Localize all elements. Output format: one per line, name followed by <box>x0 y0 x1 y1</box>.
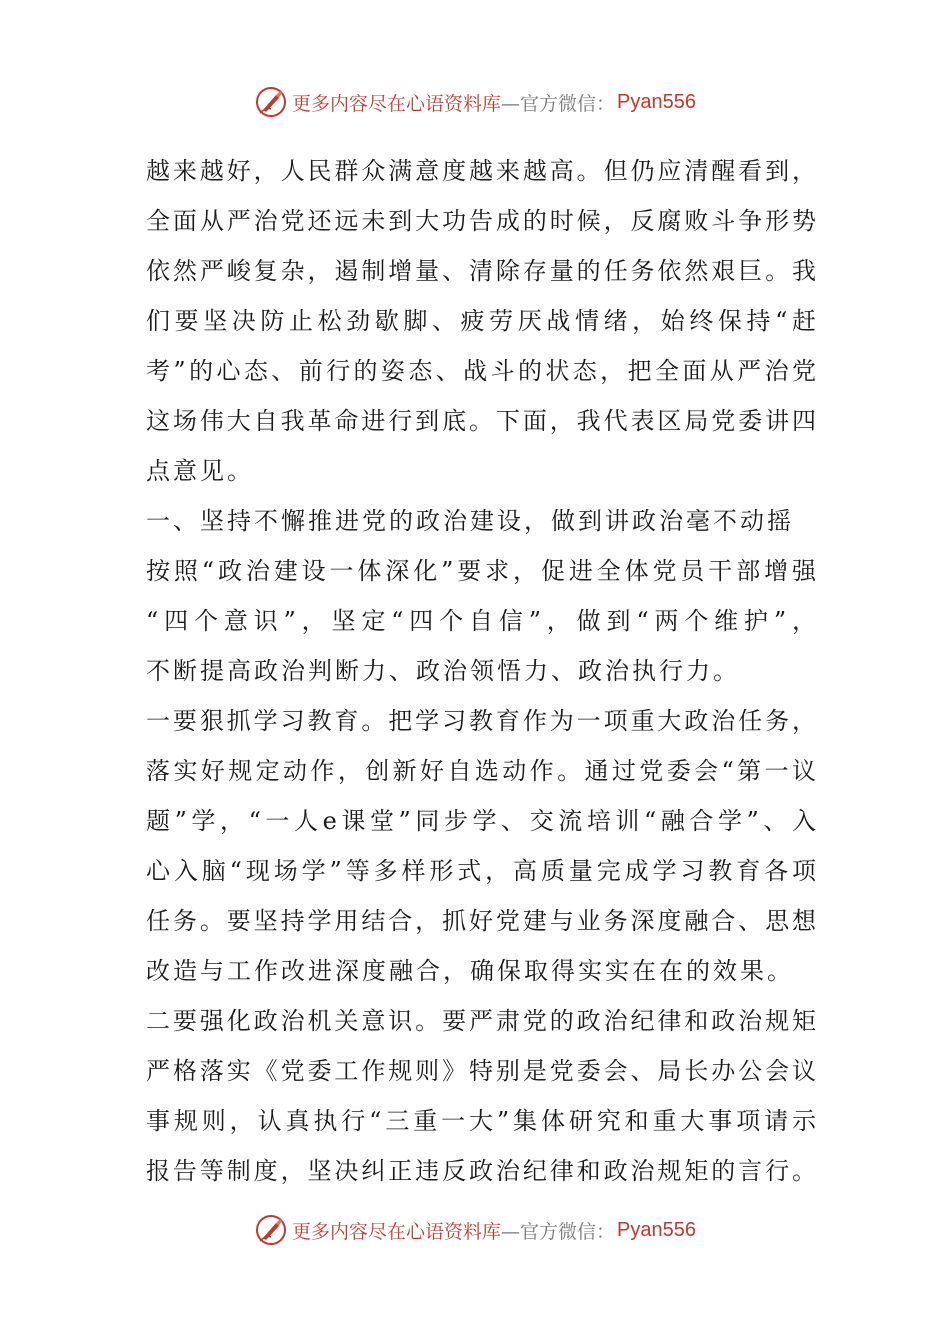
text-line: 严格落实《党委工作规则》特别是党委会、局长办公会议 <box>146 1057 816 1085</box>
text-line: 点意见。 <box>146 457 254 485</box>
text-line: 报告等制度，坚决纠正违反政治纪律和政治规矩的言行。 <box>146 1157 816 1185</box>
text-line: 落实好规定动作，创新好自选动作。通过党委会“第一议 <box>146 757 816 785</box>
text-line: 任务。要坚持学用结合，抓好党建与业务深度融合、思想 <box>146 907 816 935</box>
section-heading: 一、坚持不懈推进党的政治建设，做到讲政治毫不动摇 <box>146 507 794 535</box>
banner-wechat-id: Pyan556 <box>617 1218 696 1241</box>
text-line: 题”学，“一人e课堂”同步学、交流培训“融合学”、入 <box>146 807 816 835</box>
text-line: 二要强化政治机关意识。要严肃党的政治纪律和政治规矩 <box>146 1007 816 1035</box>
text-line: 这场伟大自我革命进行到底。下面，我代表区局党委讲四 <box>146 407 816 435</box>
text-line: 越来越好，人民群众满意度越来越高。但仍应清醒看到， <box>146 157 816 185</box>
text-line: 一要狠抓学习教育。把学习教育作为一项重大政治任务， <box>146 707 816 735</box>
text-line: “四个意识”，坚定“四个自信”，做到“两个维护”， <box>146 607 816 635</box>
text-line: 全面从严治党还远未到大功告成的时候，反腐败斗争形势 <box>146 207 816 235</box>
text-line: 考”的心态、前行的姿态、战斗的状态，把全面从严治党 <box>146 357 816 385</box>
text-line: 们要坚决防止松劲歇脚、疲劳厌战情绪，始终保持“赶 <box>146 307 816 335</box>
banner-wechat-label: —官方微信： <box>501 1220 616 1243</box>
banner-site-text: 更多内容尽在心语资料库 <box>292 92 502 115</box>
text-line: 按照“政治建设一体深化”要求，促进全体党员干部增强 <box>146 557 816 585</box>
header-watermark-banner <box>0 80 950 124</box>
footer-watermark-banner <box>0 1208 950 1252</box>
text-line: 改造与工作改进深度融合，确保取得实实在在的效果。 <box>146 957 794 985</box>
text-line: 依然严峻复杂，遏制增量、清除存量的任务依然艰巨。我 <box>146 257 816 285</box>
banner-site-text: 更多内容尽在心语资料库 <box>292 1220 502 1243</box>
banner-wechat-id: Pyan556 <box>617 90 696 113</box>
text-line: 事规则，认真执行“三重一大”集体研究和重大事项请示 <box>146 1107 816 1135</box>
pen-logo-icon <box>254 1213 288 1247</box>
document-body <box>146 146 816 1196</box>
text-line: 不断提高政治判断力、政治领悟力、政治执行力。 <box>146 657 740 685</box>
banner-wechat-label: —官方微信： <box>501 92 616 115</box>
text-line: 心入脑“现场学”等多样形式，高质量完成学习教育各项 <box>146 857 816 885</box>
pen-logo-icon <box>254 85 288 119</box>
